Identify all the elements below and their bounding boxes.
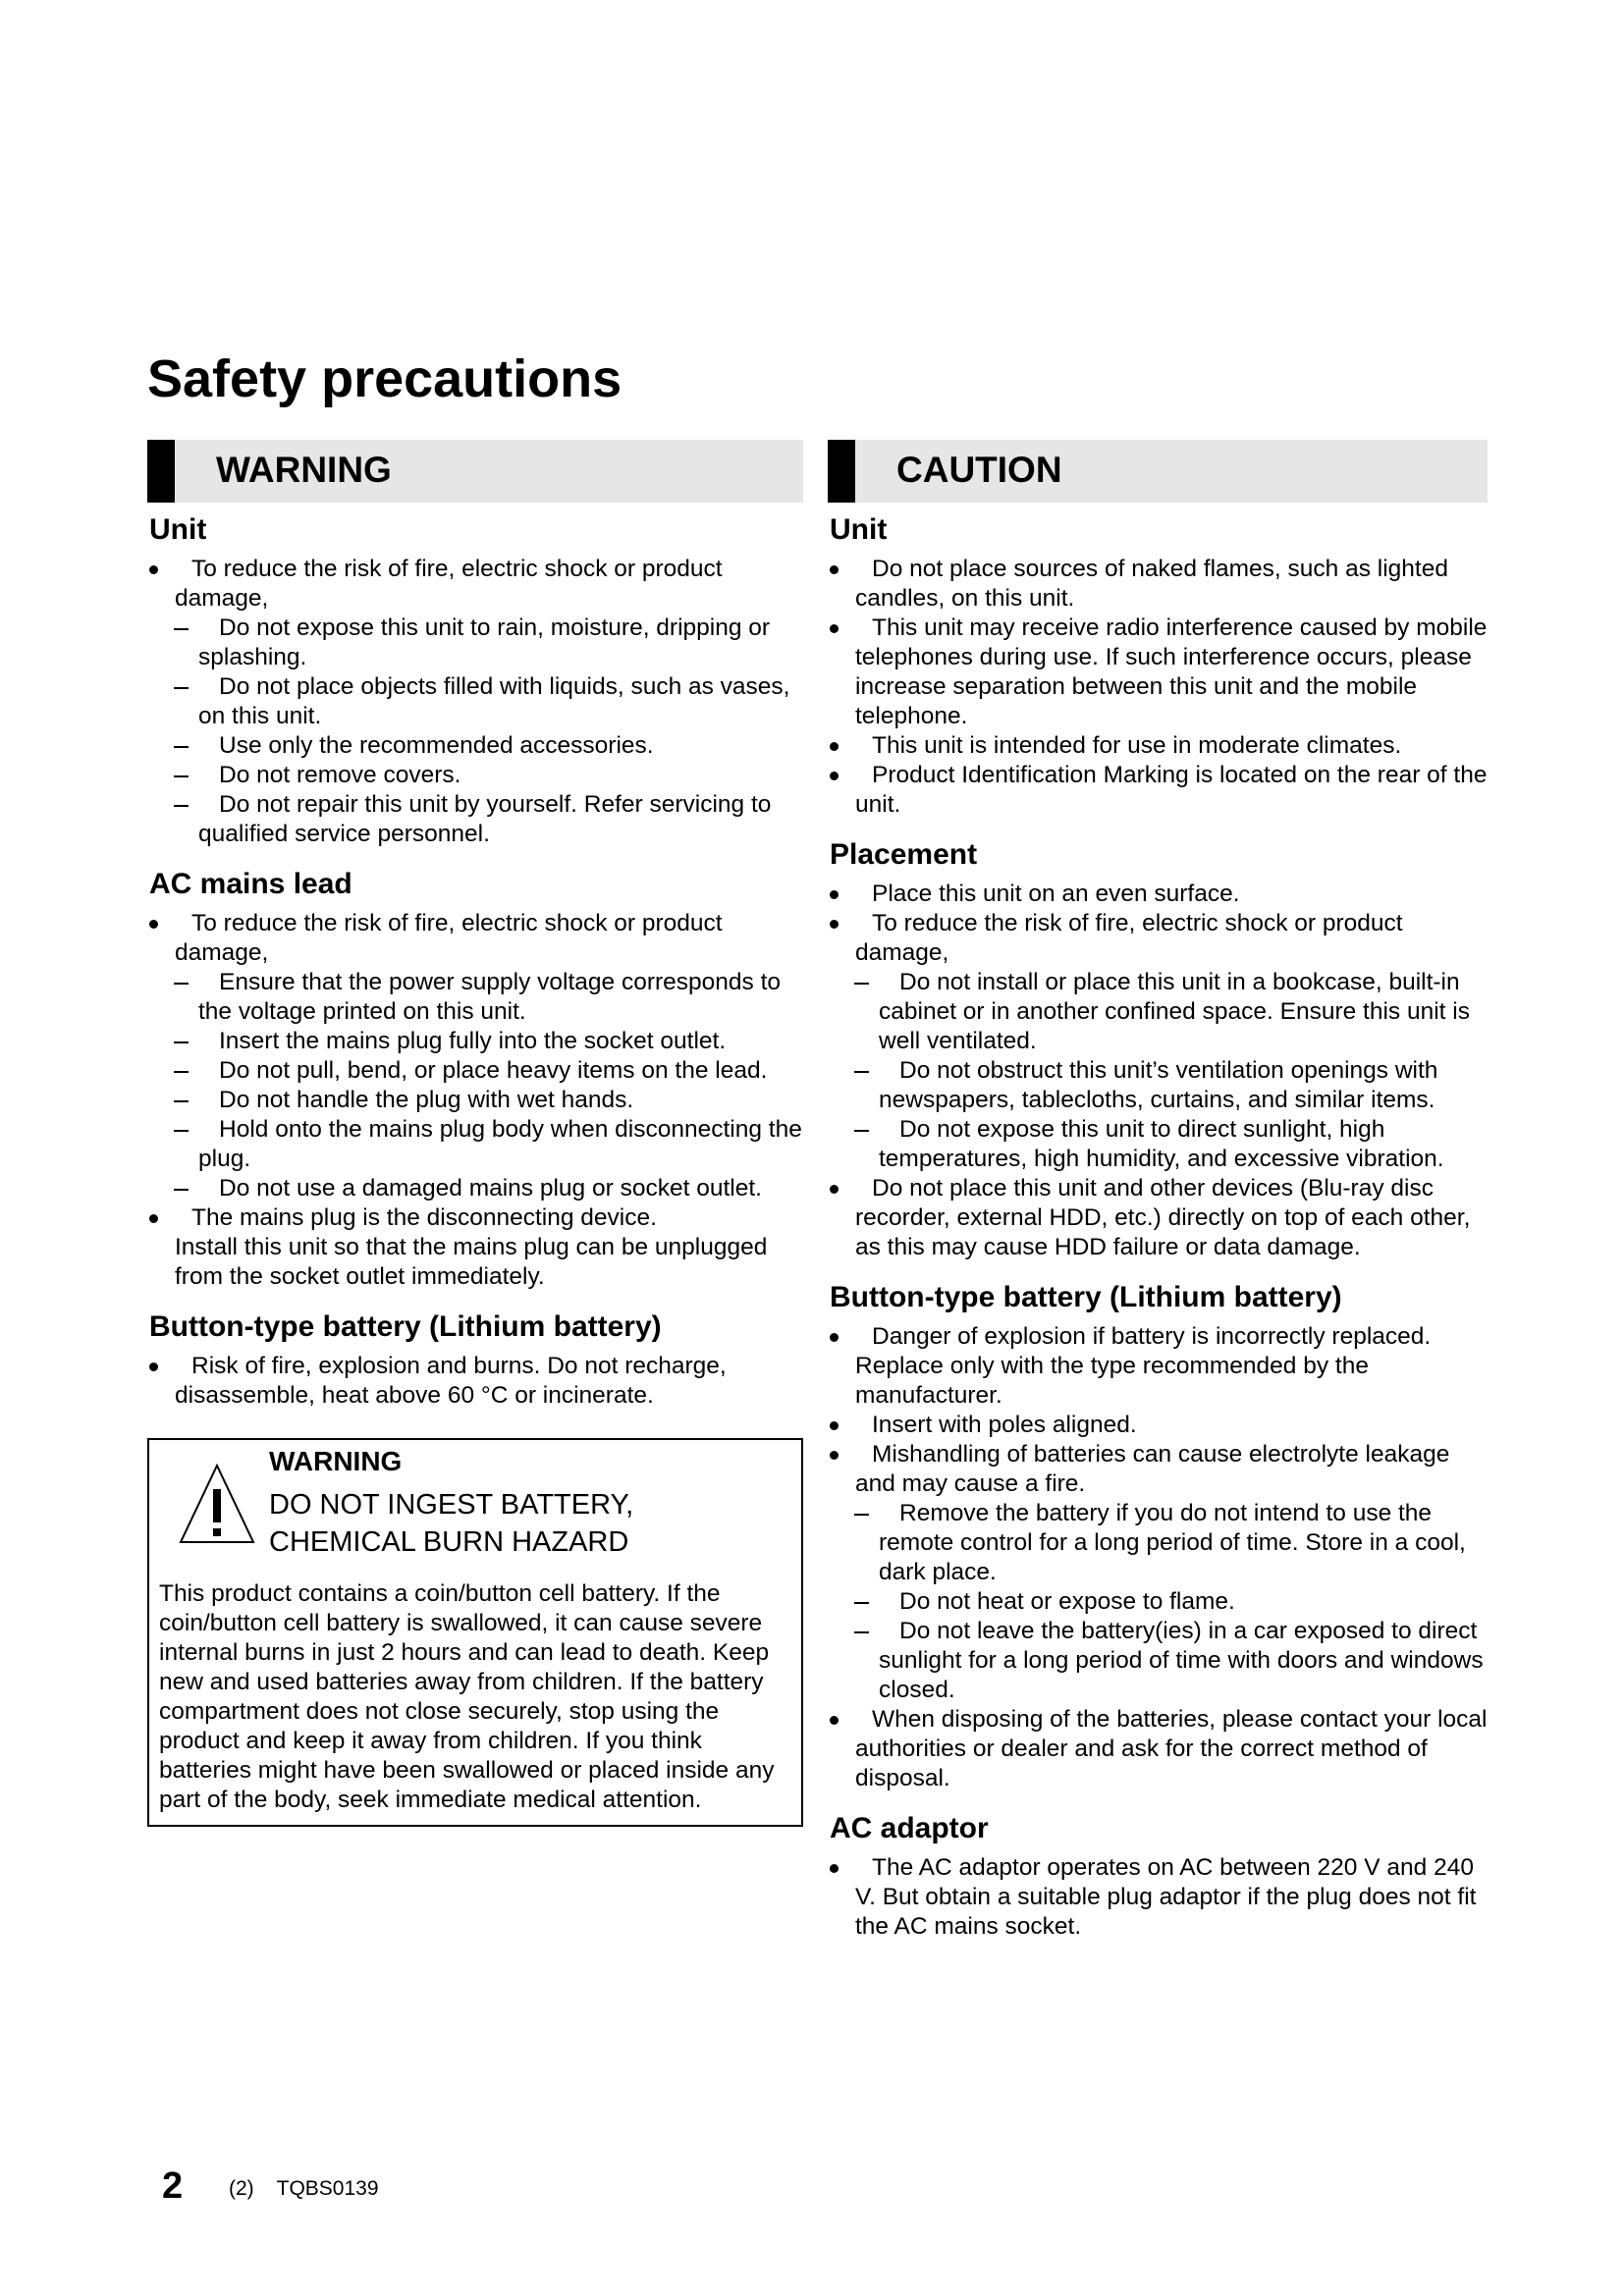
sub-list-item: Do not repair this unit by yourself. Refer servicing to qualified service personnel.	[147, 790, 803, 849]
sub-list-item: Do not remove covers.	[147, 761, 803, 790]
list-item: The AC adaptor operates on AC between 220 V and 240 V. But obtain a suitable plug adaptor if the plug does not fit the AC mains socket.	[828, 1853, 1488, 1942]
sub-list-item: Use only the recommended accessories.	[147, 731, 803, 761]
battery-caution-list	[828, 1322, 1488, 1793]
page-code-text: (2) TQBS0139	[229, 2177, 379, 2200]
list-item: Do not place this unit and other devices (Blu-ray disc recorder, external HDD, etc.) directly on top of each other, as this may cause HDD failure or data damage.	[828, 1174, 1488, 1262]
ingest-battery-warning-box	[147, 1438, 803, 1827]
banner-bar	[147, 440, 175, 503]
list-item: To reduce the risk of fire, electric shock or product damage,	[147, 555, 803, 614]
sub-list-item: Do not place objects filled with liquids, such as vases, on this unit.	[147, 672, 803, 731]
sub-list-item: Do not pull, bend, or place heavy items on the lead.	[147, 1056, 803, 1086]
list-item: This unit is intended for use in moderate climates.	[828, 731, 1488, 761]
mains-lead-list	[147, 909, 803, 1292]
list-item: When disposing of the batteries, please contact your local authorities or dealer and ask for the correct method of disposal.	[828, 1705, 1488, 1793]
list-item: Product Identification Marking is located on the rear of the unit.	[828, 761, 1488, 820]
unit-heading: Unit	[149, 513, 207, 546]
caution-banner-label: CAUTION	[896, 450, 1062, 490]
placement-list	[828, 880, 1488, 1262]
sub-list-item: Remove the battery if you do not intend to use the remote control for a long period of time. Store in a cool, dark place.	[828, 1499, 1488, 1587]
sub-list-item: Do not expose this unit to rain, moisture, dripping or splashing.	[147, 614, 803, 672]
list-item: Danger of explosion if battery is incorrectly replaced. Replace only with the type recommended by the manufacturer.	[828, 1322, 1488, 1411]
sub-list-item: Do not handle the plug with wet hands.	[147, 1086, 803, 1115]
warning-triangle-icon	[179, 1464, 255, 1544]
battery-warning-heading: Button-type battery (Lithium battery)	[149, 1310, 662, 1343]
sub-list-item: Do not use a damaged mains plug or socket outlet.	[147, 1174, 803, 1203]
sub-list-item: Ensure that the power supply voltage corresponds to the voltage printed on this unit.	[147, 968, 803, 1027]
list-item: Place this unit on an even surface.	[828, 880, 1488, 909]
sub-list-item: Insert the mains plug fully into the socket outlet.	[147, 1027, 803, 1056]
warnbox-heading: WARNING	[269, 1446, 403, 1476]
page-number: 2	[162, 2165, 184, 2207]
banner-bar	[828, 440, 855, 503]
sub-list-item: Hold onto the mains plug body when disconnecting the plug.	[147, 1115, 803, 1174]
ac-adaptor-list	[828, 1853, 1488, 1942]
unit-caution-list	[828, 555, 1488, 820]
list-item: This unit may receive radio interference caused by mobile telephones during use. If such interference occurs, please increase separation between this unit and the mobile telephone.	[828, 614, 1488, 731]
list-item: Do not place sources of naked flames, such as lighted candles, on this unit.	[828, 555, 1488, 614]
list-item: Mishandling of batteries can cause electrolyte leakage and may cause a fire.	[828, 1440, 1488, 1499]
unit-heading: Unit	[830, 513, 888, 546]
warning-column	[147, 440, 803, 1827]
battery-warning-list	[147, 1352, 803, 1411]
sub-list-item: Do not install or place this unit in a bookcase, built-in cabinet or in another confined space. Ensure this unit is well ventilated.	[828, 968, 1488, 1056]
ac-adaptor-heading: AC adaptor	[830, 1812, 989, 1844]
mains-lead-heading: AC mains lead	[149, 868, 352, 900]
battery-caution-heading: Button-type battery (Lithium battery)	[830, 1281, 1342, 1313]
sub-list-item: Do not expose this unit to direct sunlight, high temperatures, high humidity, and excessive vibration.	[828, 1115, 1488, 1174]
sub-list-item: Do not obstruct this unit’s ventilation openings with newspapers, tablecloths, curtains, and similar items.	[828, 1056, 1488, 1115]
list-item: Install this unit so that the mains plug can be unplugged from the socket outlet immediately.	[175, 1234, 768, 1290]
list-item: The mains plug is the disconnecting device.	[147, 1203, 803, 1233]
list-item: To reduce the risk of fire, electric shock or product damage,	[147, 909, 803, 968]
unit-warning-list	[147, 555, 803, 849]
warnbox-line-2: CHEMICAL BURN HAZARD	[269, 1526, 629, 1558]
warnbox-line-1: DO NOT INGEST BATTERY,	[269, 1489, 634, 1521]
list-item: Risk of fire, explosion and burns. Do not recharge, disassemble, heat above 60 °C or incinerate.	[147, 1352, 803, 1411]
warning-banner-label: WARNING	[216, 450, 392, 490]
warning-banner	[147, 440, 803, 503]
caution-column	[828, 440, 1488, 1942]
page-title: Safety precautions	[147, 349, 623, 408]
placement-heading: Placement	[830, 838, 978, 871]
sub-list-item: Do not leave the battery(ies) in a car exposed to direct sunlight for a long period of time with doors and windows closed.	[828, 1617, 1488, 1705]
list-item: To reduce the risk of fire, electric shock or product damage,	[828, 909, 1488, 968]
warnbox-body: This product contains a coin/button cell battery. If the coin/button cell battery is swallowed, it can cause severe internal burns in just 2 hours and can lead to death. Keep new and used batteries away from children. If the battery compartment does not close securely, stop using the product and keep it away from children. If you think batteries might have been swallowed or placed inside any part of the body, seek immediate medical attention.	[159, 1580, 775, 1813]
page-code	[229, 2177, 379, 2201]
caution-banner	[828, 440, 1488, 503]
sub-list-item: Do not heat or expose to flame.	[828, 1587, 1488, 1617]
list-item: Insert with poles aligned.	[828, 1411, 1488, 1440]
